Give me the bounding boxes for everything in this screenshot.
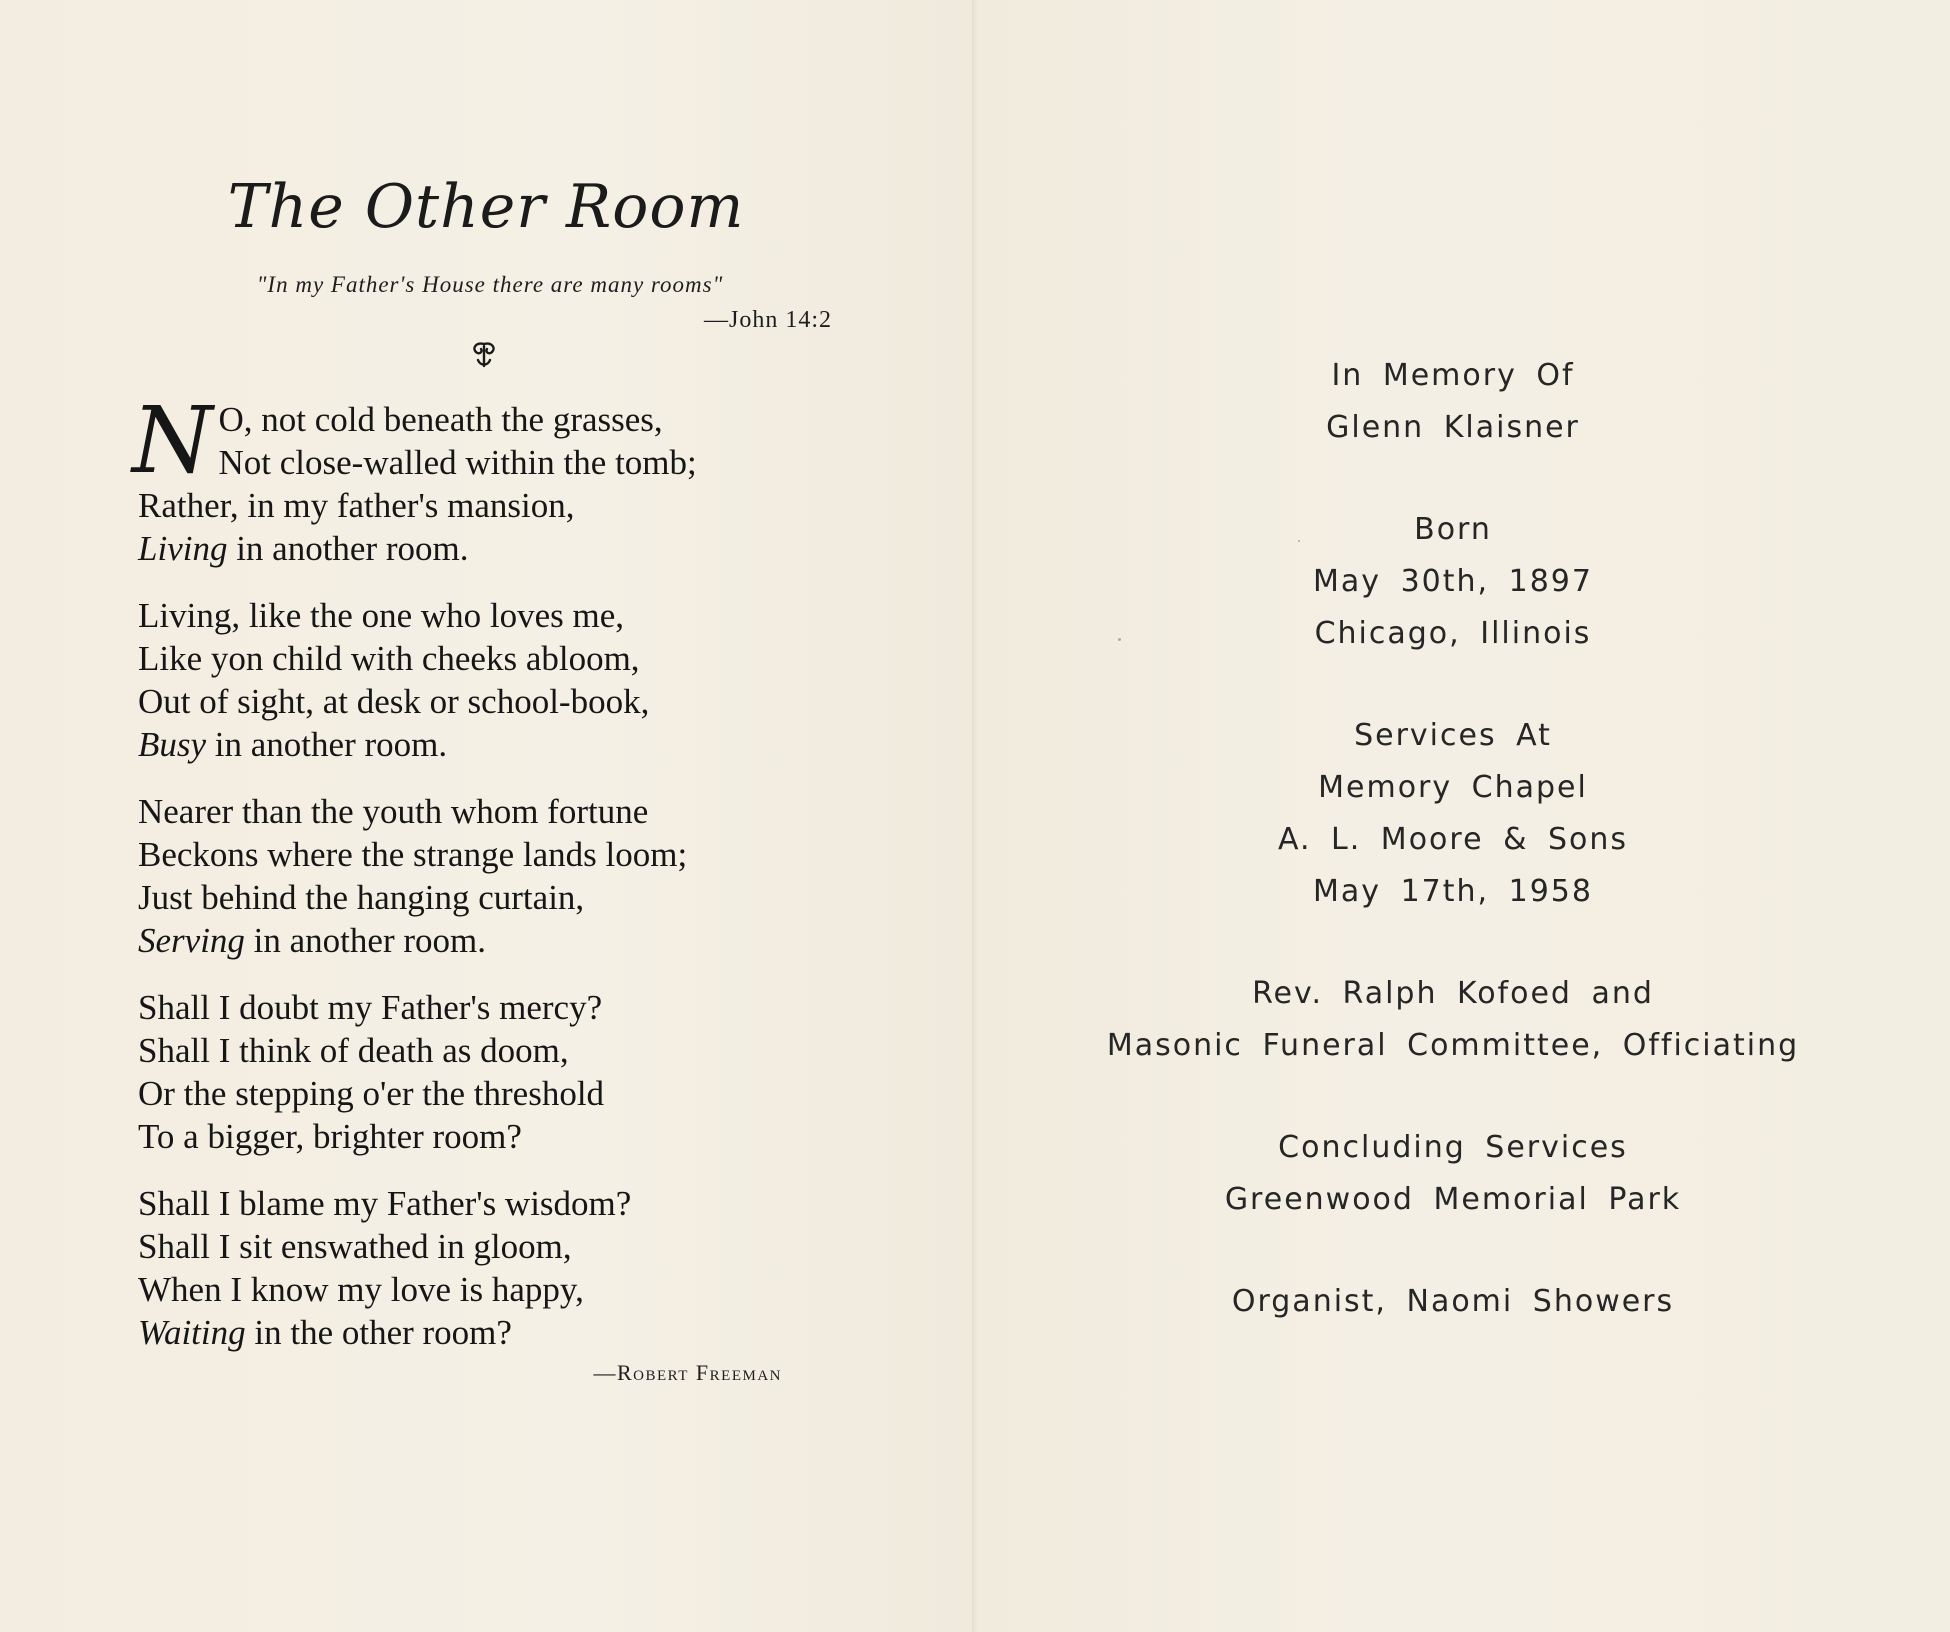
- poem-line: [138, 680, 838, 723]
- poem-line: [138, 790, 838, 833]
- service-line: Glenn Klaisner: [1326, 410, 1580, 445]
- poem-line-text: Rather, in my father's mansion,: [138, 486, 575, 525]
- poem-line: [138, 986, 838, 1029]
- fleuron-icon: [466, 340, 502, 370]
- poem-body: [132, 387, 838, 1378]
- service-line: Memory Chapel: [1318, 770, 1588, 805]
- service-line: Concluding Services: [1278, 1130, 1628, 1165]
- poem-line: [138, 637, 838, 680]
- poem-line-text: To a bigger, brighter room?: [138, 1117, 522, 1156]
- poem-line-text: in another room.: [244, 921, 486, 960]
- poem-line: [138, 876, 838, 919]
- poem-line-text: Shall I sit enswathed in gloom,: [138, 1227, 572, 1266]
- left-page: [0, 0, 972, 1632]
- service-line: Services At: [1354, 718, 1552, 753]
- poem-line: [138, 1072, 838, 1115]
- poem-line: [138, 1225, 838, 1268]
- service-line: Rev. Ralph Kofoed and: [1252, 976, 1654, 1011]
- poem-line-text: When I know my love is happy,: [138, 1270, 584, 1309]
- poem-line: [138, 1268, 838, 1311]
- poem-line: [138, 484, 838, 527]
- service-block: [958, 1276, 1948, 1328]
- service-block: [958, 350, 1948, 454]
- poem-line-text: Like yon child with cheeks abloom,: [138, 639, 640, 678]
- service-line: Masonic Funeral Committee, Officiating: [1106, 1028, 1800, 1063]
- service-line: Greenwood Memorial Park: [1224, 1182, 1682, 1217]
- poem-line: [138, 833, 838, 876]
- poem-stanza: [138, 986, 838, 1158]
- epigraph-reference: —John 14:2: [703, 307, 832, 333]
- poem-line-text: Or the stepping o'er the threshold: [138, 1074, 605, 1113]
- poem-line-text: Living, like the one who loves me,: [138, 596, 625, 635]
- poem-line: [138, 1029, 838, 1072]
- poem-line-text: in the other room?: [245, 1313, 512, 1352]
- poem-line: [138, 441, 838, 484]
- poem-line: [138, 919, 838, 962]
- poem-line-emphasis: Serving: [138, 921, 245, 960]
- poem-stanza: [138, 1182, 838, 1354]
- drop-cap: N: [132, 387, 213, 494]
- service-line: May 17th, 1958: [1313, 874, 1593, 909]
- poem-line: [138, 594, 838, 637]
- poem-title: The Other Room: [227, 172, 745, 242]
- service-details: [958, 350, 1948, 1378]
- service-block: [958, 968, 1948, 1072]
- poem-line: [138, 1311, 838, 1354]
- service-line: May 30th, 1897: [1313, 564, 1593, 599]
- service-line: Chicago, Illinois: [1314, 616, 1592, 651]
- poem-line-text: Beckons where the strange lands loom;: [138, 835, 688, 874]
- poem-line: [138, 723, 838, 766]
- poem-line-text: O, not cold beneath the grasses,: [218, 400, 663, 439]
- service-block: [958, 504, 1948, 660]
- poem-line-text: Shall I blame my Father's wisdom?: [138, 1184, 632, 1223]
- epigraph: "In my Father's House there are many rooms": [256, 272, 724, 297]
- poem-line: [138, 527, 838, 570]
- service-line: A. L. Moore & Sons: [1277, 822, 1629, 857]
- poem-stanza: [138, 594, 838, 766]
- poem-line-text: Not close-walled within the tomb;: [218, 443, 697, 482]
- poem-author: —Robert Freeman: [593, 1360, 782, 1385]
- service-block: [958, 1122, 1948, 1226]
- poem-line: [138, 1115, 838, 1158]
- poem-line-text: in another room.: [206, 725, 448, 764]
- poem-line-text: in another room.: [227, 529, 469, 568]
- poem-line: [138, 398, 838, 441]
- poem-stanza: [132, 387, 838, 570]
- poem-line-text: Shall I think of death as doom,: [138, 1031, 569, 1070]
- service-line: In Memory Of: [1331, 358, 1575, 393]
- poem-line-text: Nearer than the youth whom fortune: [138, 792, 649, 831]
- service-line: Born: [1414, 512, 1492, 547]
- poem-line-text: Out of sight, at desk or school-book,: [138, 682, 650, 721]
- service-block: [958, 710, 1948, 918]
- poem-line-text: Shall I doubt my Father's mercy?: [138, 988, 603, 1027]
- poem-line: [138, 1182, 838, 1225]
- poem-stanza: [138, 790, 838, 962]
- service-line: Organist, Naomi Showers: [1231, 1284, 1675, 1319]
- poem-line-emphasis: Waiting: [138, 1313, 246, 1352]
- poem-line-text: Just behind the hanging curtain,: [138, 878, 585, 917]
- poem-line-emphasis: Busy: [138, 725, 207, 764]
- poem-line-emphasis: Living: [138, 529, 228, 568]
